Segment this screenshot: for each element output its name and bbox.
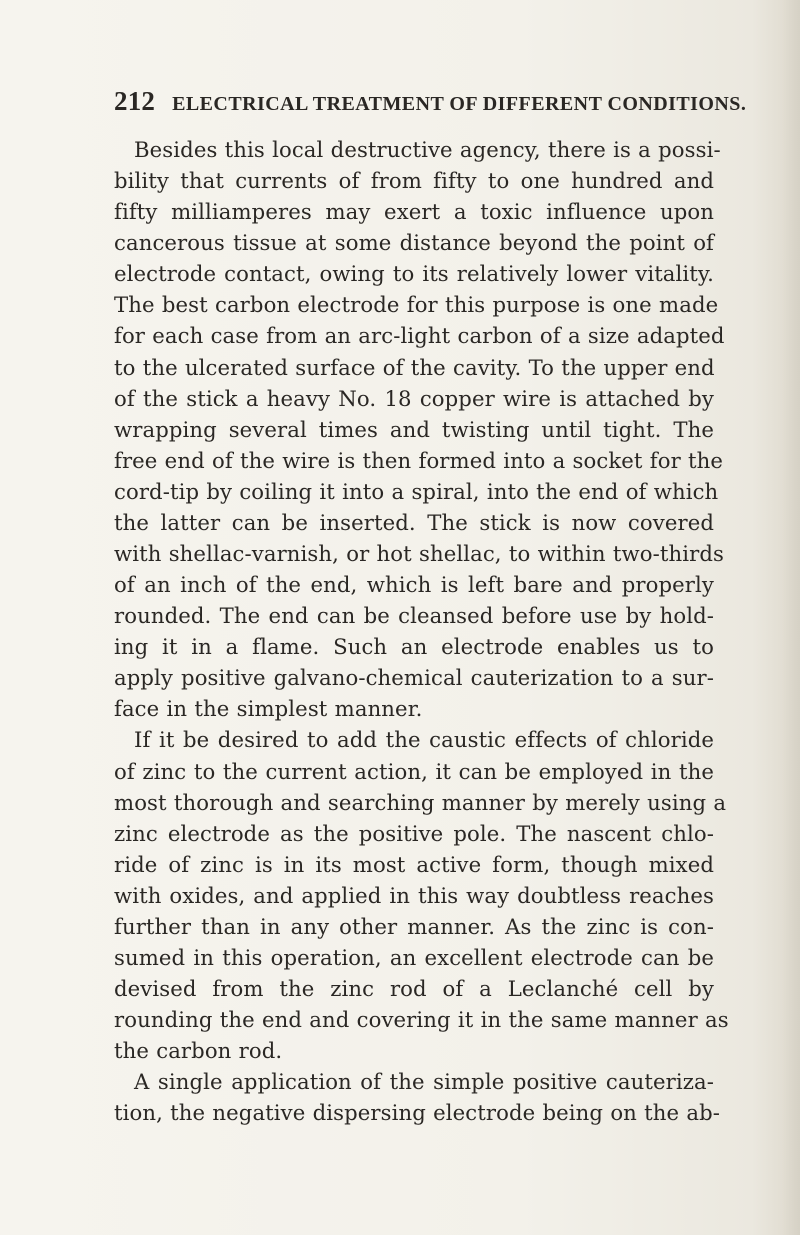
text-line: A single application of the simple positive cauteriza- bbox=[134, 1069, 714, 1095]
text-line: of an inch of the end, which is left bare and properly bbox=[114, 572, 714, 598]
text-line: of zinc to the current action, it can be employed in the bbox=[114, 758, 714, 784]
body-text bbox=[114, 134, 729, 1129]
text-line: to the ulcerated surface of the cavity. To the upper end bbox=[114, 354, 715, 380]
text-line: of the stick a heavy No. 18 copper wire is attached by bbox=[114, 385, 714, 411]
text-line: ride of zinc is in its most active form, though mixed bbox=[114, 851, 714, 877]
page-number: 212 bbox=[114, 86, 156, 116]
text-line: with shellac-varnish, or hot shellac, to within two-thirds bbox=[114, 541, 724, 567]
text-line: Besides this local destructive agency, there is a possi- bbox=[134, 137, 721, 162]
text-line: cord-tip by coiling it into a spiral, into the end of which bbox=[114, 478, 719, 504]
text-line: face in the simplest manner. bbox=[114, 696, 423, 722]
text-line: most thorough and searching manner by merely using a bbox=[114, 789, 727, 815]
text-line: apply positive galvano-chemical cauterization to a sur- bbox=[114, 665, 714, 691]
text-line: free end of the wire is then formed into a socket for the bbox=[114, 447, 724, 473]
text-line: devised from the zinc rod of a Leclanché cell by bbox=[114, 976, 714, 1002]
text-line: wrapping several times and twisting until tight. The bbox=[114, 416, 714, 442]
text-line: bility that currents of from fifty to one hundred and bbox=[114, 168, 714, 194]
text-line: The best carbon electrode for this purpose is one made bbox=[114, 292, 719, 318]
text-line: rounded. The end can be cleansed before use by hold- bbox=[114, 603, 714, 629]
text-line: with oxides, and applied in this way doubtless reaches bbox=[114, 882, 714, 908]
text-line: the carbon rod. bbox=[114, 1038, 283, 1064]
text-line: rounding the end and covering it in the same manner as bbox=[114, 1007, 729, 1033]
text-line: the latter can be inserted. The stick is now covered bbox=[114, 509, 714, 535]
text-line: sumed in this operation, an excellent electrode can be bbox=[114, 945, 714, 971]
text-line: cancerous tissue at some distance beyond the point of bbox=[114, 230, 714, 256]
text-line: further than in any other manner. As the zinc is con- bbox=[114, 913, 714, 939]
text-line: electrode contact, owing to its relatively lower vitality. bbox=[114, 261, 714, 287]
paragraph-2 bbox=[114, 724, 729, 1066]
text-line: for each case from an arc-light carbon of a size adapted bbox=[114, 323, 725, 349]
text-line: ing it in a flame. Such an electrode enables us to bbox=[114, 634, 714, 660]
text-line: tion, the negative dispersing electrode being on the ab- bbox=[114, 1100, 721, 1126]
text-line: fifty milliamperes may exert a toxic influence upon bbox=[114, 199, 714, 225]
running-head bbox=[114, 86, 747, 117]
paragraph-3 bbox=[114, 1066, 721, 1128]
chapter-title: ELECTRICAL TREATMENT OF DIFFERENT CONDITIONS. bbox=[172, 93, 747, 115]
text-line: If it be desired to add the caustic effects of chloride bbox=[134, 727, 714, 753]
paragraph-1 bbox=[114, 134, 725, 724]
text-line: zinc electrode as the positive pole. The nascent chlo- bbox=[114, 820, 714, 846]
